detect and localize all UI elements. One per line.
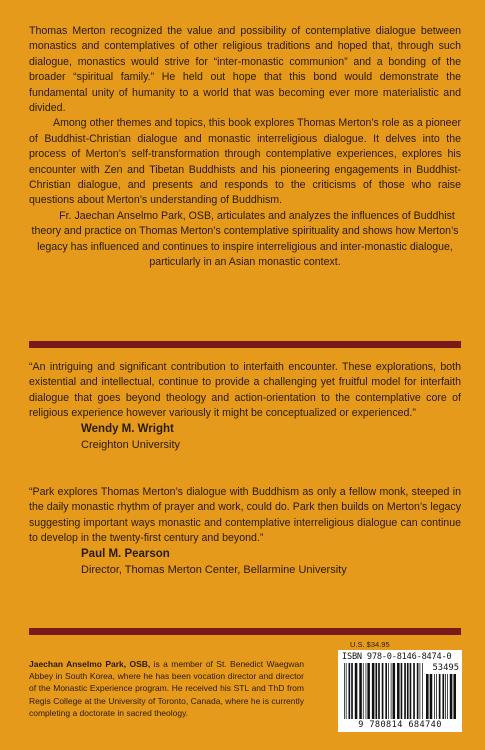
barcode-icon: [344, 663, 424, 719]
endorsement-quote: “An intriguing and significant contribution to interfaith encounter. These explorations, both existential and intellectual, continue to provide a challenging yet fruitful model for interfaith dialogue that goes beyond theology and action-orientation to the contemplative core of religious experience however variously it might be conceptualized or experienced.”: [29, 361, 461, 420]
endorsement-author: Wendy M. Wright: [81, 422, 174, 435]
description-paragraph-2: Among other themes and topics, this book explores Thomas Merton’s role as a pioneer of Buddhist-Christian dialogue and monastic interreligious dialogue. It delves into the process of Merton’s self-transformation through contemplative experiences, explores his encounter with Zen and Tibetan Buddhists and his pioneering engagements in Buddhist-Christian dialogue, and presents and responds to the criticisms of those who raise questions about Merton’s understanding of Buddhism.: [29, 117, 461, 207]
endorsement-quote: “Park explores Thomas Merton’s dialogue with Buddhism as only a fellow monk, steeped in the daily monastic rhythm of prayer and work, could do. Park then builds on Merton’s legacy suggesting important ways monastic and contemplative interreligious dialogue can continue to develop in the twenty-first century and beyond.”: [29, 486, 461, 545]
book-description: [29, 24, 461, 271]
divider-top: [29, 341, 461, 348]
price-label: U.S. $34.95: [350, 640, 390, 649]
divider-bottom: [29, 628, 461, 635]
isbn-label: ISBN 978-0-8146-8474-0: [342, 652, 452, 662]
endorsement-affiliation: Director, Thomas Merton Center, Bellarmine University: [81, 563, 347, 576]
barcode-number: 9 780814 684740: [358, 720, 442, 730]
supplement-code: 53495: [432, 663, 459, 673]
endorsement-2: [29, 485, 461, 578]
author-bio: [29, 658, 304, 719]
endorsement-affiliation: Creighton University: [81, 438, 181, 451]
description-paragraph-1: Thomas Merton recognized the value and possibility of contemplative dialogue between monastics and contemplatives of other religious traditions and hoped that, through such dialogue, monastics would strive for “inter-monastic communion” and a bonding of the broader “spiritual family.” He held out hope that this bond would demonstrate the fundamental unity of humanity to a world that was becoming ever more materialistic and divided.: [29, 25, 461, 115]
barcode-block: [338, 640, 462, 732]
description-paragraph-3: Fr. Jaechan Anselmo Park, OSB, articulates and analyzes the influences of Buddhist theory and practice on Thomas Merton’s contemplative spirituality and shows how Merton’s legacy has influenced and continues to inspire interreligious and inter-monastic dialogue, particularly in an Asian monastic context.: [31, 209, 459, 269]
barcode-box: [338, 650, 462, 732]
supplement-barcode-icon: [426, 674, 458, 719]
endorsement-author: Paul M. Pearson: [81, 547, 170, 560]
author-name: Jaechan Anselmo Park, OSB,: [29, 659, 151, 669]
endorsement-1: [29, 360, 461, 453]
author-bio-text: is a member of St. Benedict Waegwan Abbey in South Korea, where he has been vocation director and director of the Monastic Experience program. He received his STL and ThD from Regis College at the University of Toronto, Canada, where he is currently completing a doctorate in sacred theology.: [29, 659, 304, 718]
